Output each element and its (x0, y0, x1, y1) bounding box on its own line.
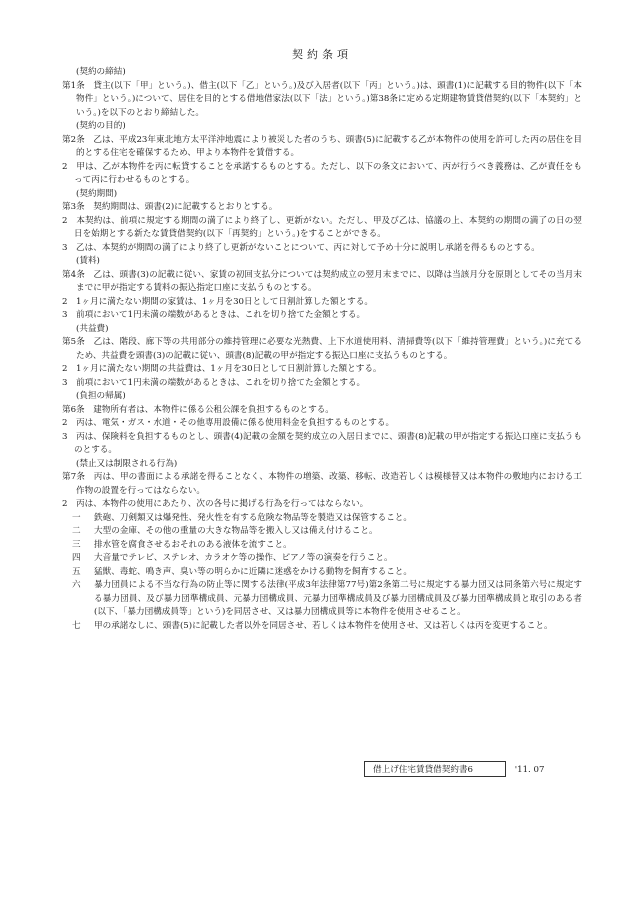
item-number: 六 (72, 580, 81, 590)
list-item (62, 512, 582, 526)
item-text: 大音量でテレビ、ステレオ、カラオケ等の操作、ピアノ等の演奏を行うこと。 (94, 553, 393, 563)
article-paragraph: 第7条 丙は、甲の書面による承諾を得ることなく、本物件の増築、改築、移転、改造若しくは模様替又は本物件の敷地内における工作物の設置を行ってはならない。 (62, 472, 582, 496)
item-text: 排水管を腐食させるおそれのある液体を流すこと。 (94, 539, 292, 550)
page-title: 契約条項 (292, 48, 352, 61)
clause-paragraph: 3 丙は、保険料を負担するものとし、頭書(4)記載の金額を契約成立の入居日までに、頭書(8)記載の甲が指定する振込口座に支払うものとする。 (62, 431, 582, 455)
clause-paragraph: 3 乙は、本契約が期間の満了により終了し更新がないことについて、丙に対して予め十分に説明し承諾を得るものとする。 (62, 242, 540, 253)
clause-paragraph: 2 1ヶ月に満たない期間の家賃は、1ヶ月を30日として日割計算した額とする。 (62, 296, 373, 307)
article-paragraph: 第5条 乙は、階段、廊下等の共用部分の維持管理に必要な光熱費、上下水道使用料、清掃費等(以下「維持管理費」という。)に充てるため、共益費を頭書(3)の記載に従い、頭書(8)記載の甲が指定する振込口座に支払うものとする。 (62, 337, 582, 361)
contract-body (62, 66, 582, 633)
clause-paragraph: 2 1ヶ月に満たない期間の共益費は、1ヶ月を30日として日割計算した額とする。 (62, 364, 382, 374)
item-number: 一 (72, 512, 81, 523)
page-footer (364, 761, 544, 777)
revision-date: '11. 07 (514, 765, 545, 775)
item-text: 大型の金庫、その他の重量の大きな物品等を搬入し又は備え付けること。 (94, 526, 378, 536)
clause-paragraph: 2 本契約は、前項に規定する期間の満了により終了し、更新がない。ただし、甲及び乙は、協議の上、本契約の期間の満了の日の翌日を始期とする新たな賃貸借契約(以下「再契約」という。)をすることができる。 (62, 215, 582, 239)
list-item (62, 620, 582, 634)
section-heading: (契約の目的) (76, 121, 126, 131)
article-paragraph: 第2条 乙は、平成23年東北地方太平洋沖地震により被災した者のうち、頭書(5)に記載する乙が本物件の使用を許可した丙の居住を目的とする住宅を確保するため、甲より本物件を賃借する。 (62, 134, 582, 158)
contract-page (62, 46, 582, 633)
clause-paragraph: 2 丙は、本物件の使用にあたり、次の各号に掲げる行為を行ってはならない。 (62, 499, 369, 509)
clause-paragraph: 3 前項において1円未満の端数があるときは、これを切り捨てた金額とする。 (62, 310, 366, 320)
item-number: 五 (72, 566, 81, 577)
section-heading: (負担の帰属) (76, 391, 126, 401)
article-paragraph: 第1条 貸主(以下「甲」という。)、借主(以下「乙」という。)及び入居者(以下「丙」という。)は、頭書(1)に記載する目的物件(以下「本物件」という。)について、居住を目的とする借地借家法(以下「法」という。)第38条に定める定期建物賃貸借契約(以下「本契約」という。)を以下のとおり締結した。 (62, 80, 582, 118)
item-text: 暴力団員による不当な行為の防止等に関する法律(平成3年法律第77号)第2条第二号に規定する暴力団又は同条第六号に規定する暴力団員、及び暴力団準構成員、元暴力団構成員、元暴力団準構成員及び暴力団構成員及び暴力団準構成員と取引のある者(以下、「暴力団構成員等」という)を同居させ、又は暴力団構成員等に本物件を使用させること。 (94, 580, 582, 617)
article-paragraph: 第6条 建物所有者は、本物件に係る公租公課を負担するものとする。 (62, 404, 334, 415)
item-text: 猛獣、毒蛇、鳴き声、臭い等の明らかに近隣に迷惑をかける動物を飼育すること。 (94, 566, 412, 577)
list-item (62, 525, 582, 539)
item-number: 三 (72, 539, 81, 550)
list-item (62, 539, 582, 553)
section-heading: (禁止又は制限される行為) (76, 458, 178, 469)
list-item (62, 552, 582, 566)
section-heading: (契約期間) (76, 188, 118, 199)
item-number: 二 (72, 526, 81, 536)
clause-paragraph: 3 前項において1円未満の端数があるときは、これを切り捨てた金額とする。 (62, 377, 366, 388)
document-name-box: 借上げ住宅賃貸借契約書6 (364, 761, 506, 777)
section-heading: (賃料) (76, 256, 100, 266)
article-paragraph: 第3条 契約期間は、頭書(2)に記載するとおりとする。 (62, 202, 278, 212)
clause-paragraph: 2 丙は、電気・ガス・水道・その他専用設備に係る使用料金を負担するものとする。 (62, 418, 395, 428)
item-number: 七 (72, 620, 81, 631)
item-text: 甲の承諾なしに、頭書(5)に記載した者以外を同居させ、若しくは本物件を使用させ、又は若しくは丙を変更すること。 (94, 620, 553, 631)
section-heading: (契約の締結) (76, 67, 126, 77)
clause-paragraph: 2 甲は、乙が本物件を丙に転貸することを承諾するものとする。ただし、以下の条文において、丙が行うべき義務は、乙が責任をもって丙に行わせるものとする。 (62, 161, 582, 185)
item-number: 四 (72, 553, 81, 563)
item-text: 鉄砲、刀剣類又は爆発性、発火性を有する危険な物品等を製造又は保管すること。 (94, 512, 412, 523)
list-item (62, 579, 582, 620)
section-heading: (共益費) (76, 323, 109, 334)
article-paragraph: 第4条 乙は、頭書(3)の記載に従い、家賃の初回支払分については契約成立の翌月末までに、以降は当該月分を原則としてその当月末までに甲が指定する賃料の振込指定口座に支払うものとする。 (62, 269, 582, 293)
list-item (62, 566, 582, 580)
